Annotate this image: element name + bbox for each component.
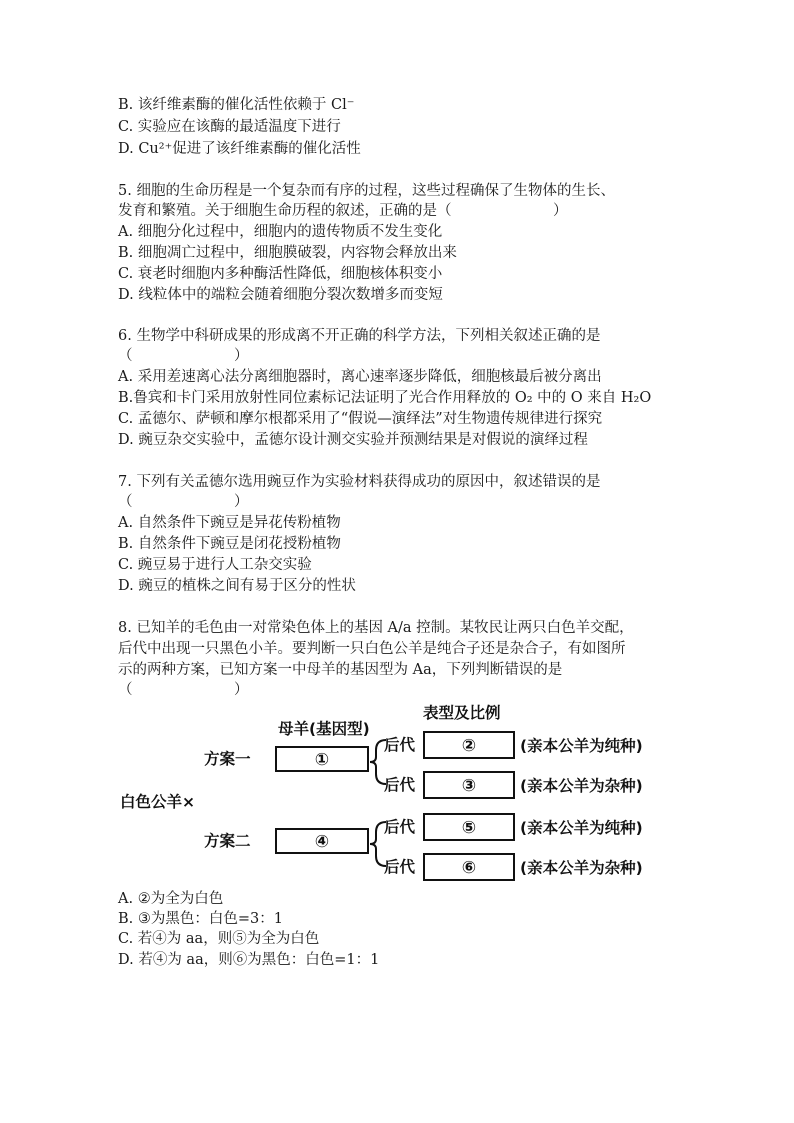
q7-option-c: C. 豌豆易于进行人工杂交实验	[118, 557, 312, 573]
white-ram-cross-label: 白色公羊×	[120, 793, 195, 811]
q8-stem-line1: 8. 已知羊的毛色由一对常染色体上的基因 A/a 控制。某牧民让两只白色羊交配，	[118, 620, 634, 636]
note-hybrid-1: (亲本公羊为杂种)	[520, 777, 643, 795]
q6-option-c: C. 孟德尔、萨顿和摩尔根都采用了“假说—演绎法”对生物遗传规律进行探究	[118, 411, 603, 427]
q7-option-a: A. 自然条件下豌豆是异花传粉植物	[118, 515, 341, 531]
mother-genotype-header: 母羊(基因型)	[278, 720, 370, 738]
q5-option-b: B. 细胞凋亡过程中，细胞膜破裂，内容物会释放出来	[118, 245, 457, 261]
box-2-label: ②	[461, 736, 477, 756]
q4-option-b: B. 该纤维素酶的催化活性依赖于 Cl⁻	[118, 97, 355, 113]
offspring-label-4: 后代	[384, 858, 416, 876]
q6-option-b: B.鲁宾和卡门采用放射性同位素标记法证明了光合作用释放的 O₂ 中的 O 来自 H₂O	[118, 390, 652, 406]
plan-two-label: 方案二	[204, 832, 251, 850]
q6-option-a: A. 采用差速离心法分离细胞器时，离心速率逐步降低，细胞核最后被分离出	[118, 369, 602, 385]
box-1-label: ①	[314, 750, 330, 770]
q5-stem-line2: 发育和繁殖。关于细胞生命历程的叙述，正确的是（ ）	[118, 203, 568, 219]
q8-option-d: D. 若④为 aa，则⑥为黑色：白色=1：1	[118, 952, 380, 968]
q6-stem-line1: 6. 生物学中科研成果的形成离不开正确的科学方法，下列相关叙述正确的是	[118, 328, 601, 344]
breeding-plan-diagram	[118, 702, 678, 886]
plan-one-label: 方案一	[204, 750, 251, 768]
q8-option-b: B. ③为黑色：白色=3：1	[118, 911, 283, 927]
q6-option-d: D. 豌豆杂交实验中，孟德尔设计测交实验并预测结果是对假说的演绎过程	[118, 432, 588, 448]
q4-option-c: C. 实验应在该酶的最适温度下进行	[118, 119, 341, 135]
box-6-label: ⑥	[461, 858, 477, 878]
note-pure-2: (亲本公羊为纯种)	[520, 819, 643, 837]
box-5-label: ⑤	[461, 818, 477, 838]
offspring-label-2: 后代	[384, 776, 416, 794]
q8-stem-line2: 后代中出现一只黑色小羊。要判断一只白色公羊是纯合子还是杂合子，有如图所	[118, 641, 626, 657]
q5-option-d: D. 线粒体中的端粒会随着细胞分裂次数增多而变短	[118, 287, 443, 303]
note-hybrid-2: (亲本公羊为杂种)	[520, 859, 643, 877]
q7-option-d: D. 豌豆的植株之间有易于区分的性状	[118, 578, 356, 594]
q8-option-c: C. 若④为 aa，则⑤为全为白色	[118, 931, 320, 947]
q6-stem-line2: （ ）	[118, 348, 249, 364]
q5-option-c: C. 衰老时细胞内多种酶活性降低，细胞核体积变小	[118, 266, 443, 282]
box-4-label: ④	[314, 832, 330, 852]
offspring-label-3: 后代	[384, 818, 416, 836]
q8-option-a: A. ②为全为白色	[118, 891, 224, 907]
phenotype-ratio-header: 表型及比例	[423, 704, 501, 722]
q7-stem-line2: （ ）	[118, 494, 249, 510]
box-3-label: ③	[461, 776, 477, 796]
q8-stem-line3: 示的两种方案，已知方案一中母羊的基因型为 Aa，下列判断错误的是	[118, 662, 563, 678]
q7-stem-line1: 7. 下列有关孟德尔选用豌豆作为实验材料获得成功的原因中，叙述错误的是	[118, 474, 601, 490]
q5-option-a: A. 细胞分化过程中，细胞内的遗传物质不发生变化	[118, 224, 443, 240]
offspring-label-1: 后代	[384, 736, 416, 754]
q8-stem-line4: （ ）	[118, 682, 249, 698]
note-pure-1: (亲本公羊为纯种)	[520, 737, 643, 755]
q5-stem-line1: 5. 细胞的生命历程是一个复杂而有序的过程，这些过程确保了生物体的生长、	[118, 183, 615, 199]
q7-option-b: B. 自然条件下豌豆是闭花授粉植物	[118, 536, 341, 552]
q4-option-d: D. Cu²⁺促进了该纤维素酶的催化活性	[118, 141, 361, 157]
